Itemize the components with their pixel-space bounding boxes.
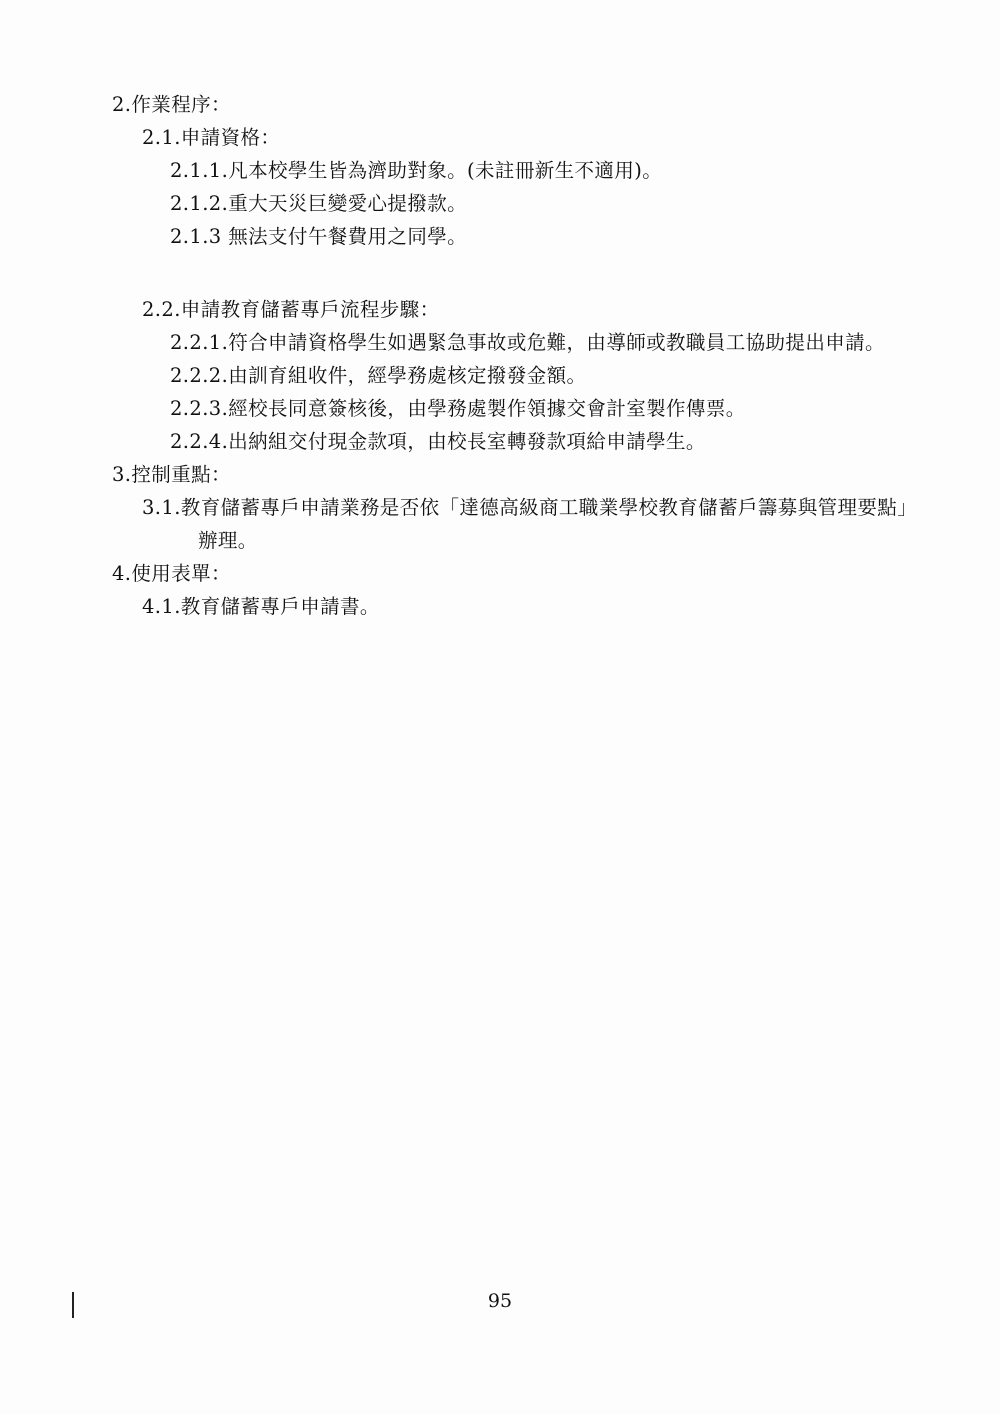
list-item: 2.1.1.凡本校學生皆為濟助對象。(未註冊新生不適用)。	[170, 159, 663, 182]
list-item: 2.1.3 無法支付午餐費用之同學。	[170, 225, 468, 248]
list-item: 4.使用表單：	[112, 562, 231, 585]
page-number: 95	[487, 1290, 513, 1312]
list-item: 2.2.申請教育儲蓄專戶流程步驟：	[142, 298, 440, 321]
list-item: 4.1.教育儲蓄專戶申請書。	[142, 595, 380, 618]
list-item: 2.2.3.經校長同意簽核後，由學務處製作領據交會計室製作傳票。	[170, 397, 746, 420]
list-item: 2.2.4.出納組交付現金款項，由校長室轉發款項給申請學生。	[170, 430, 706, 453]
list-item: 2.1.申請資格：	[142, 126, 281, 149]
list-item: 2.2.1.符合申請資格學生如遇緊急事故或危難，由導師或教職員工協助提出申請。	[170, 331, 885, 354]
list-item: 2.1.2.重大天災巨變愛心提撥款。	[170, 192, 468, 215]
paragraph-spacer	[112, 253, 932, 293]
list-item: 2.作業程序：	[112, 93, 231, 116]
list-item: 2.2.2.由訓育組收件，經學務處核定撥發金額。	[170, 364, 587, 387]
list-item: 3.1.教育儲蓄專戶申請業務是否依「達德高級商工職業學校教育儲蓄戶籌募與管理要點」	[142, 496, 918, 519]
list-item-continuation: 辦理。	[198, 529, 258, 552]
document-body	[112, 88, 932, 623]
list-item: 3.控制重點：	[112, 463, 231, 486]
